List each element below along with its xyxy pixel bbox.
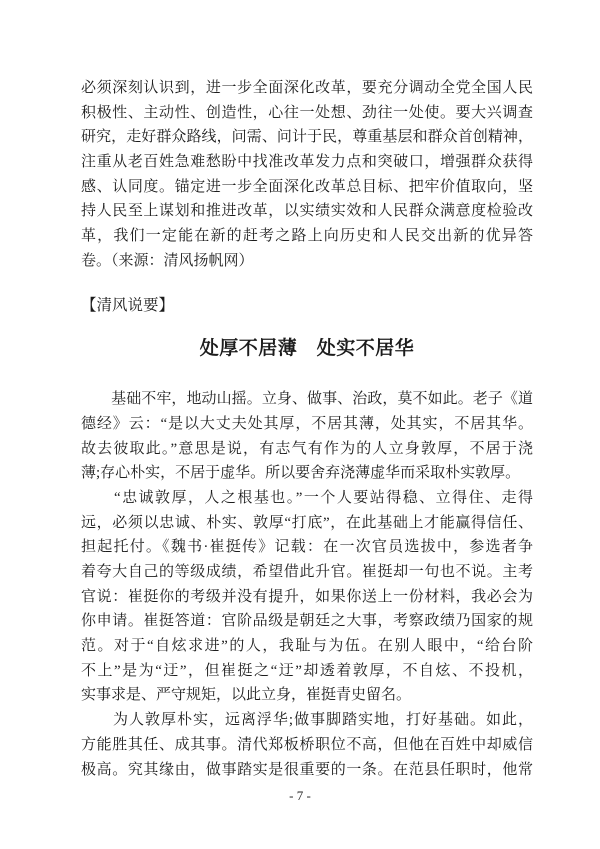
text-line: 薄;存心朴实，不居于虚华。所以要舍弃浇薄虚华而采取朴实敦厚。 xyxy=(81,465,521,482)
intro-paragraph xyxy=(81,76,533,274)
text-line: 官说：崔挺你的考级并没有提升，如果你送上一份材料，我必会为 xyxy=(81,588,533,605)
text-line: 持人民至上谋划和推进改革，以实绩实效和人民群众满意度检验改 xyxy=(81,203,533,220)
article-title: 处厚不居薄 处实不居华 xyxy=(199,338,415,360)
text-line: 感、认同度。锚定进一步全面深化改革总目标、把牢价值取向，坚 xyxy=(81,178,533,195)
text-column xyxy=(81,76,533,782)
text-line: 方能胜其任、成其事。清代郑板桥职位不高，但他在百姓中却威信 xyxy=(81,736,533,753)
text-line: 革，我们一定能在新的赶考之路上向历史和人民交出新的优异答 xyxy=(81,228,533,245)
body-paragraph-1 xyxy=(81,387,533,486)
text-line: 极高。究其缘由，做事踏实是很重要的一条。在范县任职时，他常 xyxy=(81,761,533,778)
text-line: 范。对于“自炫求进”的人，我耻与为伍。在别人眼中，“给台阶 xyxy=(81,638,533,655)
body-paragraph-3 xyxy=(81,708,533,782)
text-line: 注重从老百姓急难愁盼中找准改革发力点和突破口，增强群众获得 xyxy=(81,154,533,171)
body-paragraph-2 xyxy=(81,486,533,708)
text-line: 远，必须以忠诚、朴实、敦厚“打底”，在此基础上才能赢得信任、 xyxy=(81,514,533,531)
text-line: 着夸大自己的等级成绩，希望借此升官。崔挺却一句也不说。主考 xyxy=(81,564,533,581)
text-line: 卷。（来源：清风扬帆网） xyxy=(81,252,254,269)
text-line: 德经》云：“是以大丈夫处其厚，不居其薄，处其实，不居其华。 xyxy=(81,415,533,432)
text-line: “忠诚敦厚，人之根基也。”一个人要站得稳、立得住、走得 xyxy=(81,489,533,506)
text-line: 你申请。崔挺答道：官阶品级是朝廷之大事，考察政绩乃国家的规 xyxy=(81,613,533,630)
page-number: - 7 - xyxy=(289,788,311,804)
text-line: 积极性、主动性、创造性，心往一处想、劲往一处使。要大兴调查 xyxy=(81,104,533,121)
text-line: 必须深刻认识到，进一步全面深化改革，要充分调动全党全国人民 xyxy=(81,80,533,96)
text-line: 实事求是、严守规矩，以此立身，崔挺青史留名。 xyxy=(81,687,412,704)
text-line: 不上”是为“迂”，但崔挺之“迂”却透着敦厚，不自炫、不投机， xyxy=(81,662,533,679)
text-line: 故去彼取此。”意思是说，有志气有作为的人立身敦厚，不居于浇 xyxy=(81,440,533,457)
text-line: 为人敦厚朴实，远离浮华;做事脚踏实地，打好基础。如此， xyxy=(81,712,533,729)
text-line: 研究，走好群众路线，问需、问计于民，尊重基层和群众首创精神， xyxy=(81,129,533,146)
section-header: 【清风说要】 xyxy=(81,296,175,314)
text-line: 担起托付。《魏书·崔挺传》记载：在一次官员选拔中，参选者争 xyxy=(81,539,533,556)
text-line: 基础不牢，地动山摇。立身、做事、治政，莫不如此。老子《道 xyxy=(81,391,533,408)
